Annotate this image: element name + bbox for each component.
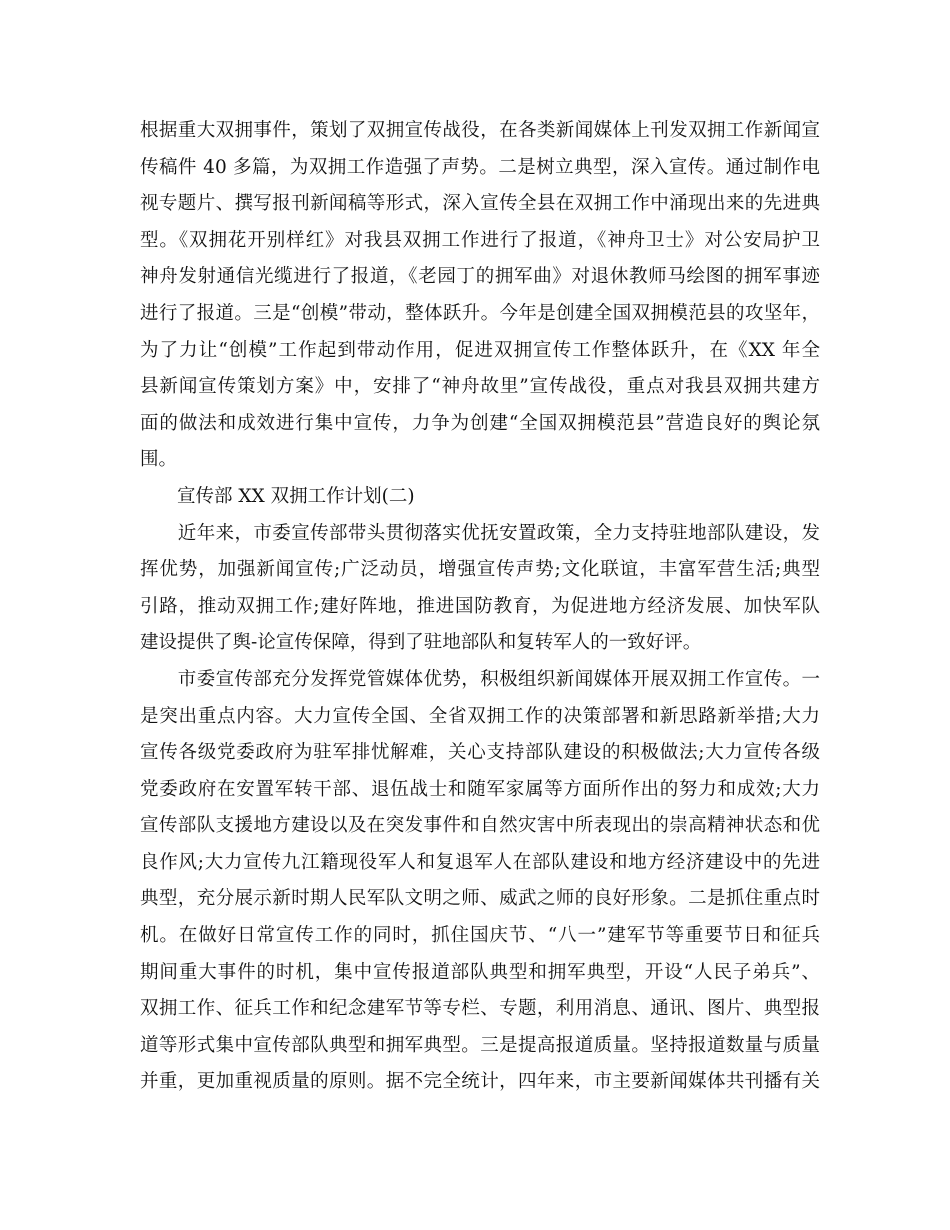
text-line: 为了力让“创模”工作起到带动作用，促进双拥宣传工作整体跃升，在《XX 年全	[140, 339, 820, 361]
text-line: 挥优势，加强新闻宣传;广泛动员，增强宣传声势;文化联谊，丰富军营生活;典型	[140, 559, 820, 581]
text-line: 近年来，市委宣传部带头贯彻落实优抚安置政策，全力支持驻地部队建设，发	[140, 522, 820, 544]
text-line: 期间重大事件的时机，集中宣传报道部队典型和拥军典型，开设“人民子弟兵”、	[140, 961, 820, 983]
text-line: 市委宣传部充分发挥党管媒体优势，积极组织新闻媒体开展双拥工作宣传。一	[140, 668, 820, 690]
text-line: 典型，充分展示新时期人民军队文明之师、威武之师的良好形象。二是抓住重点时	[140, 888, 820, 910]
text-line: 神舟发射通信光缆进行了报道，《老园丁的拥军曲》对退休教师马绘图的拥军事迹	[140, 266, 820, 288]
section-heading: 宣传部 XX 双拥工作计划(二)	[177, 485, 415, 507]
paragraph-3	[140, 662, 820, 1101]
text-line: 根据重大双拥事件，策划了双拥宣传战役，在各类新闻媒体上刊发双拥工作新闻宣	[140, 120, 820, 141]
paragraph-1	[140, 113, 820, 479]
text-line: 良作风;大力宣传九江籍现役军人和复退军人在部队建设和地方经济建设中的先进	[140, 851, 820, 873]
text-line: 道等形式集中宣传部队典型和拥军典型。三是提高报道质量。坚持报道数量与质量	[140, 1034, 820, 1056]
text-line: 机。在做好日常宣传工作的同时，抓住国庆节、“八一”建军节等重要节日和征兵	[140, 925, 820, 947]
paragraph-2	[140, 516, 820, 662]
text-line: 宣传部队支援地方建设以及在突发事件和自然灾害中所表现出的崇高精神状态和优	[140, 815, 820, 837]
text-line: 视专题片、撰写报刊新闻稿等形式，深入宣传全县在双拥工作中涌现出来的先进典	[140, 193, 820, 215]
text-line: 面的做法和成效进行集中宣传，力争为创建“全国双拥模范县”营造良好的舆论氛	[140, 412, 820, 434]
text-line: 党委政府在安置军转干部、退伍战士和随军家属等方面所作出的努力和成效;大力	[140, 778, 820, 800]
text-line: 引路，推动双拥工作;建好阵地，推进国防教育，为促进地方经济发展、加快军队	[140, 595, 820, 617]
text-line: 型。《双拥花开别样红》对我县双拥工作进行了报道，《神舟卫士》对公安局护卫	[140, 229, 820, 251]
text-line: 是突出重点内容。大力宣传全国、全省双拥工作的决策部署和新思路新举措;大力	[140, 705, 820, 727]
document-body	[140, 113, 820, 1101]
text-line: 进行了报道。三是“创模”带动，整体跃升。今年是创建全国双拥模范县的攻坚年，	[140, 302, 820, 324]
text-line: 传稿件 40 多篇，为双拥工作造强了声势。二是树立典型，深入宣传。通过制作电	[140, 156, 820, 178]
text-line: 宣传各级党委政府为驻军排忧解难，关心支持部队建设的积极做法;大力宣传各级	[140, 742, 820, 764]
text-line: 并重，更加重视质量的原则。据不完全统计，四年来，市主要新闻媒体共刊播有关	[140, 1071, 820, 1093]
text-line: 建设提供了舆-论宣传保障，得到了驻地部队和复转军人的一致好评。	[140, 632, 702, 654]
text-line: 围。	[140, 449, 178, 471]
text-line: 双拥工作、征兵工作和纪念建军节等专栏、专题，利用消息、通讯、图片、典型报	[140, 998, 820, 1020]
text-line: 县新闻宣传策划方案》中，安排了“神舟故里”宣传战役，重点对我县双拥共建方	[140, 376, 820, 398]
